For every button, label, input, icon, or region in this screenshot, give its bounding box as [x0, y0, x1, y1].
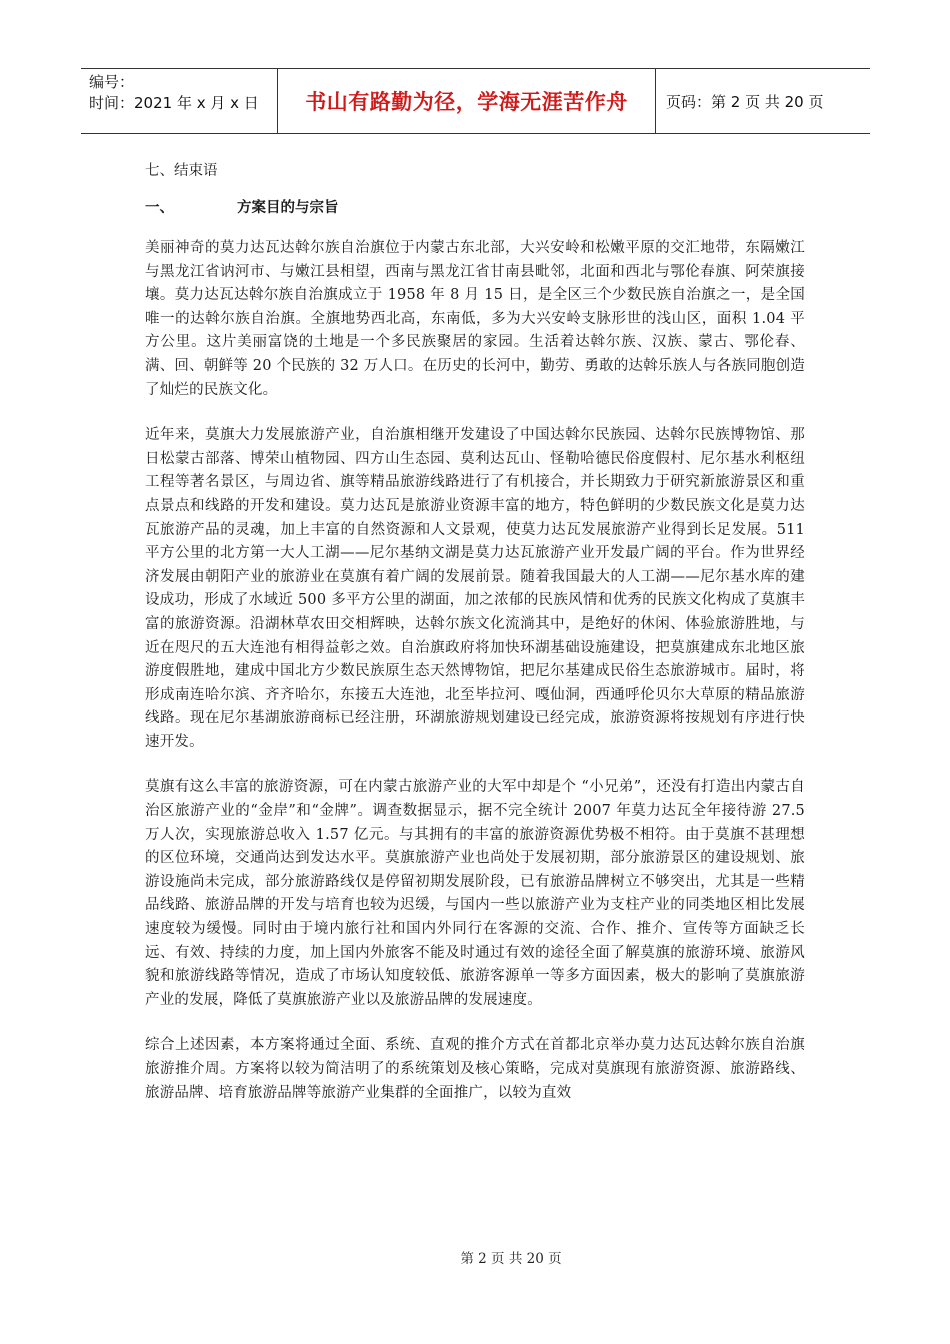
paragraph-4: 综合上述因素，本方案将通过全面、系统、直观的推介方式在首都北京举办莫力达瓦达斡尔族自治旗旅游推介周。方案将以较为简洁明了的系统策划及核心策略，完成对莫旗现有旅游资源、旅游路线、旅游品牌、培育旅游品牌等旅游产业集群的全面推广，以较为直效 [145, 1037, 805, 1101]
section-heading [145, 197, 805, 220]
header-motto: 书山有路勤为径，学海无涯苦作舟 [278, 69, 656, 133]
toc-item-conclusion: 七、结束语 [145, 163, 218, 179]
section-title: 方案目的与宗旨 [237, 200, 339, 216]
document-number-label: 编号： [89, 73, 135, 91]
header-meta-cell [81, 69, 278, 133]
header-table [81, 68, 870, 134]
page-footer: 第 2 页 共 20 页 [460, 1251, 562, 1267]
header-page-label: 页码：第 2 页 共 20 页 [666, 92, 824, 111]
section-number: 一、 [145, 200, 174, 216]
paragraph-3: 莫旗有这么丰富的旅游资源，可在内蒙古旅游产业的大军中却是个 “小兄弟”，还没有打造出内蒙古自治区旅游产业的“金岸”和“金牌”。调查数据显示，据不完全统计 2007 年莫力达瓦全年接待游 27.5 万人次，实现旅游总收入 1.57 亿元。与其拥有的丰富的旅游资源优势极不相符。由于莫旗不甚理想的区位环境，交通尚达到发达水平。莫旗旅游产业也尚处于发展初期，部分旅游景区的建设规划、旅游设施尚未完成，部分旅游路线仅是停留初期发展阶段，已有旅游品牌树立不够突出，尤其是一些精品线路、旅游品牌的开发与培育也较为迟缓，与国内一些以旅游产业为支柱产业的同类地区相比发展速度较为缓慢。同时由于境内旅行社和国内外同行在客源的交流、合作、推介、宣传等方面缺乏长远、有效、持续的力度，加上国内外旅客不能及时通过有效的途径全面了解莫旗的旅游环境、旅游风貌和旅游线路等情况，造成了市场认知度较低、旅游客源单一等多方面因素，极大的影响了莫旗旅游产业的发展，降低了莫旗旅游产业以及旅游品牌的发展速度。 [145, 779, 805, 1008]
document-body [145, 160, 805, 1127]
paragraph-2: 近年来，莫旗大力发展旅游产业，自治旗相继开发建设了中国达斡尔民族园、达斡尔民族博物馆、那日松蒙古部落、博荣山植物园、四方山生态园、莫利达瓦山、怪勒哈德民俗度假村、尼尔基水利枢纽工程等著名景区，与周边省、旗等精品旅游线路进行了有机接合，并长期致力于研究新旅游景区和重点景点和线路的开发和建设。莫力达瓦是旅游业资源丰富的地方，特色鲜明的少数民族文化是莫力达瓦旅游产品的灵魂，加上丰富的自然资源和人文景观，使莫力达瓦发展旅游产业得到长足发展。511 平方公里的北方第一大人工湖——尼尔基纳文湖是莫力达瓦旅游产业开发最广阔的平台。作为世界经济发展由朝阳产业的旅游业在莫旗有着广阔的发展前景。随着我国最大的人工湖——尼尔基水库的建设成功，形成了水域近 500 多平方公里的湖面，加之浓郁的民族风情和优秀的民族文化构成了莫旗丰富的旅游资源。沿湖林草农田交相辉映，达斡尔族文化流淌其中，是绝好的休闲、体验旅游胜地，与近在咫尺的五大连池有相得益彰之效。自治旗政府将加快环湖基础设施建设，把莫旗建成东北地区旅游度假胜地，建成中国北方少数民族原生态天然博物馆，把尼尔基建成民俗生态旅游城市。届时，将形成南连哈尔滨、齐齐哈尔，东接五大连池，北至毕拉河、嘎仙洞，西通呼伦贝尔大草原的精品旅游线路。现在尼尔基湖旅游商标已经注册，环湖旅游规划建设已经完成，旅游资源将按规划有序进行快速开发。 [145, 427, 805, 750]
paragraph-1: 美丽神奇的莫力达瓦达斡尔族自治旗位于内蒙古东北部，大兴安岭和松嫩平原的交汇地带，东隔嫩江与黑龙江省讷河市、与嫩江县相望，西南与黑龙江省甘南县毗邻，北面和西北与鄂伦春旗、阿荣旗接壤。莫力达瓦达斡尔族自治旗成立于 1958 年 8 月 15 日，是全区三个少数民族自治旗之一，是全国唯一的达斡尔族自治旗。全旗地势西北高，东南低，多为大兴安岭支脉形世的浅山区，面积 1.04 平方公里。这片美丽富饶的土地是一个多民族聚居的家园。生活着达斡尔族、汉族、蒙古、鄂伦春、满、回、朝鲜等 20 个民族的 32 万人口。在历史的长河中，勤劳、勇敢的达斡乐族人与各族同胞创造了灿烂的民族文化。 [145, 240, 805, 398]
document-time-label: 时间：2021 年 x 月 x 日 [89, 94, 259, 112]
